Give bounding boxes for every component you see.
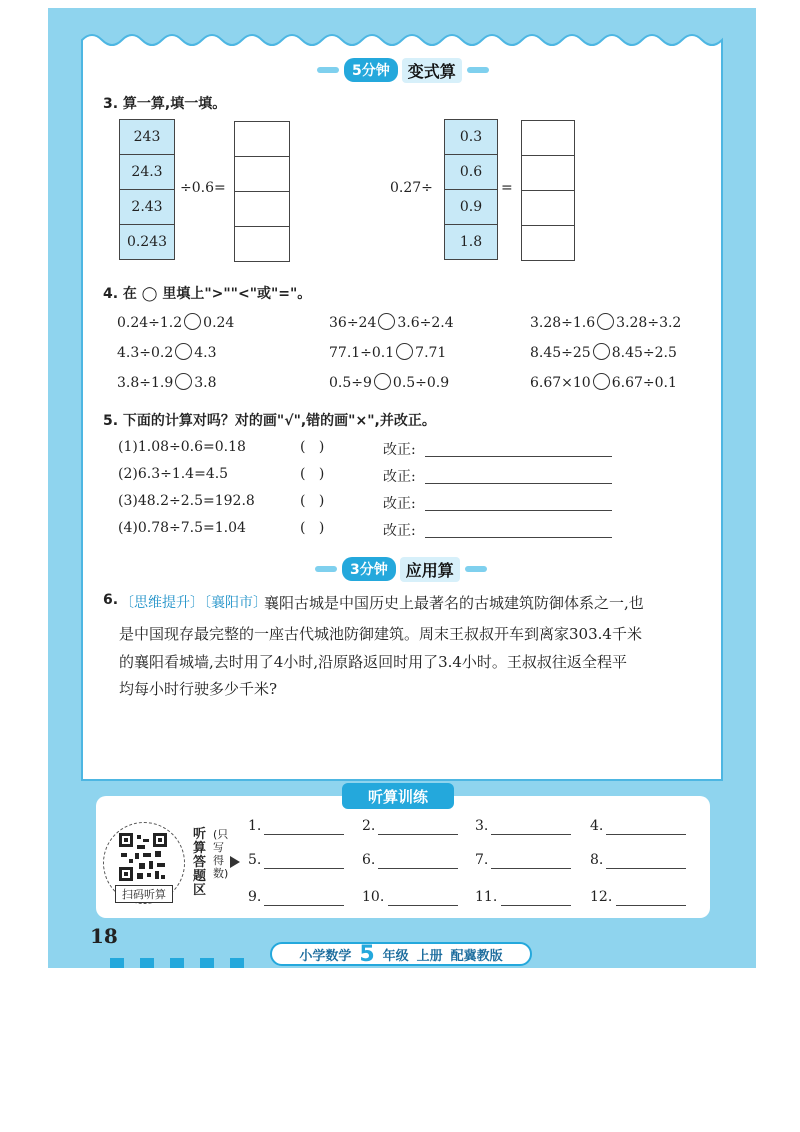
listening-answer-line[interactable]	[378, 868, 458, 869]
q4-right-expression: 3.28÷3.2	[616, 315, 682, 331]
q5-judgement-bracket[interactable]: ( )	[300, 439, 325, 455]
answer-circle[interactable]	[593, 373, 610, 390]
q4-left-expression: 0.24÷1.2	[117, 315, 183, 331]
answer-area-note: (只写得数)	[213, 828, 229, 880]
q3-right-answer-box[interactable]	[521, 225, 575, 261]
answer-circle[interactable]	[597, 313, 614, 330]
q5-item-expression: (3)48.2÷2.5=192.8	[118, 493, 255, 509]
q4-comparison-item	[530, 373, 677, 391]
listening-answer-line[interactable]	[606, 834, 686, 835]
time-badge: 3分钟	[342, 557, 396, 581]
q5-fix-answer-line[interactable]	[425, 456, 612, 457]
qr-code-icon[interactable]	[119, 833, 167, 881]
q4-right-expression: 7.71	[415, 345, 447, 361]
q4-right-expression: 4.3	[194, 345, 217, 361]
listening-item-number: 10.	[362, 889, 385, 905]
question-6-line-4: 均每小时行驶多少千米?	[119, 680, 278, 698]
listening-answer-line[interactable]	[616, 905, 686, 906]
listening-panel	[96, 796, 710, 918]
question-6-tags: 〔思维提升〕〔襄阳市〕	[120, 595, 267, 611]
page-number: 18	[90, 924, 118, 948]
q5-judgement-bracket[interactable]: ( )	[300, 466, 325, 482]
section-title: 应用算	[400, 557, 460, 582]
q5-item-expression: (4)0.78÷7.5=1.04	[118, 520, 246, 536]
listening-item-number: 8.	[590, 852, 604, 868]
q4-right-expression: 3.6÷2.4	[397, 315, 454, 331]
q4-comparison-item	[530, 313, 681, 331]
q3-left-answer-box[interactable]	[234, 191, 290, 227]
q3-right-answer-box[interactable]	[521, 120, 575, 156]
q5-item-expression: (2)6.3÷1.4=4.5	[118, 466, 229, 482]
q4-right-expression: 0.5÷0.9	[392, 375, 450, 391]
q4-left-expression: 3.28÷1.6	[530, 315, 596, 331]
q3-right-value-cell: 0.3	[444, 119, 498, 155]
listening-answer-line[interactable]	[264, 868, 344, 869]
answer-circle[interactable]	[374, 373, 391, 390]
q4-comparison-item	[329, 343, 446, 361]
q4-left-expression: 77.1÷0.1	[329, 345, 395, 361]
q3-right-answer-box[interactable]	[521, 155, 575, 191]
footer-grade: 年级	[382, 948, 409, 964]
q3-right-equals: =	[501, 180, 513, 196]
q4-right-expression: 3.8	[194, 375, 217, 391]
footer-edition: 配冀教版	[450, 948, 503, 964]
q3-left-value-cell: 0.243	[119, 224, 175, 260]
q5-judgement-bracket[interactable]: ( )	[300, 493, 325, 509]
q4-comparison-item	[329, 313, 454, 331]
answer-circle[interactable]	[184, 313, 201, 330]
section-heading-variant	[312, 58, 494, 82]
question-6-line-2: 是中国现存最完整的一座古代城池防御建筑。周末王叔叔开车到离家303.4千米	[119, 625, 642, 643]
q5-fix-answer-line[interactable]	[425, 510, 612, 511]
question-6-line-1: 襄阳古城是中国历史上最著名的古城建筑防御体系之一,也	[264, 594, 644, 612]
listening-answer-line[interactable]	[491, 868, 571, 869]
q3-right-value-cell: 0.9	[444, 189, 498, 225]
q4-right-expression: 8.45÷2.5	[611, 345, 677, 361]
listening-answer-line[interactable]	[264, 834, 344, 835]
answer-circle[interactable]	[175, 373, 192, 390]
q3-left-answer-box[interactable]	[234, 226, 290, 262]
listening-item-number: 3.	[475, 818, 489, 834]
answer-area-label: 听算答题区	[193, 827, 207, 898]
listening-answer-line[interactable]	[264, 905, 344, 906]
listening-item-number: 9.	[248, 889, 262, 905]
footer-grade-number: 5	[359, 941, 375, 967]
q3-left-answer-box[interactable]	[234, 121, 290, 157]
q3-left-value-cell: 243	[119, 119, 175, 155]
footer-stripes	[100, 958, 260, 968]
answer-circle[interactable]	[378, 313, 395, 330]
listening-item-number: 12.	[590, 889, 613, 905]
listening-item-number: 11.	[475, 889, 498, 905]
q3-left-answer-box[interactable]	[234, 156, 290, 192]
q4-left-expression: 4.3÷0.2	[117, 345, 174, 361]
listening-item-number: 1.	[248, 818, 262, 834]
q3-left-operator: ÷0.6=	[180, 180, 226, 196]
q5-fix-label: 改正:	[383, 442, 416, 458]
arrow-right-icon	[230, 856, 240, 868]
q5-fix-answer-line[interactable]	[425, 483, 612, 484]
q3-right-value-cell: 0.6	[444, 154, 498, 190]
listening-item-number: 7.	[475, 852, 489, 868]
question-4-label: 4. 在 ◯ 里填上">""<"或"="。	[103, 286, 312, 302]
q3-right-value-cell: 1.8	[444, 224, 498, 260]
listening-answer-line[interactable]	[378, 834, 458, 835]
q4-left-expression: 3.8÷1.9	[117, 375, 174, 391]
q4-right-expression: 6.67÷0.1	[611, 375, 677, 391]
answer-circle[interactable]	[593, 343, 610, 360]
q3-right-prefix: 0.27÷	[390, 180, 433, 196]
question-6-number: 6.	[103, 592, 119, 608]
answer-circle[interactable]	[396, 343, 413, 360]
listening-answer-line[interactable]	[388, 905, 458, 906]
q5-fix-label: 改正:	[383, 469, 416, 485]
q5-item-expression: (1)1.08÷0.6=0.18	[118, 439, 246, 455]
q5-judgement-bracket[interactable]: ( )	[300, 520, 325, 536]
listening-item-number: 2.	[362, 818, 376, 834]
question-3-label: 3. 算一算,填一填。	[103, 96, 227, 112]
q4-comparison-item	[117, 313, 234, 331]
listening-answer-line[interactable]	[606, 868, 686, 869]
footer-term: 上册	[416, 948, 443, 964]
q4-comparison-item	[117, 343, 217, 361]
listening-item-number: 4.	[590, 818, 604, 834]
listening-item-number: 6.	[362, 852, 376, 868]
question-6-line-3: 的襄阳看城墙,去时用了4小时,沿原路返回时用了3.4小时。王叔叔往返全程平	[119, 653, 627, 671]
section-heading-application	[310, 557, 492, 581]
section-title: 变式算	[402, 58, 462, 83]
q3-right-answer-box[interactable]	[521, 190, 575, 226]
q4-left-expression: 0.5÷9	[329, 375, 372, 391]
q5-fix-label: 改正:	[383, 496, 416, 512]
listening-item-number: 5.	[248, 852, 262, 868]
q5-fix-label: 改正:	[383, 523, 416, 539]
question-5-label: 5. 下面的计算对吗？对的画"√",错的画"×",并改正。	[103, 413, 436, 429]
q4-left-expression: 6.67×10	[530, 375, 591, 391]
q3-left-value-cell: 24.3	[119, 154, 175, 190]
q4-right-expression: 0.24	[203, 315, 235, 331]
q4-left-expression: 36÷24	[329, 315, 377, 331]
qr-caption: 扫码听算	[115, 885, 173, 903]
q4-comparison-item	[329, 373, 449, 391]
listening-answer-line[interactable]	[491, 834, 571, 835]
q4-comparison-item	[117, 373, 217, 391]
time-badge: 5分钟	[344, 58, 398, 82]
q3-left-value-cell: 2.43	[119, 189, 175, 225]
q4-left-expression: 8.45÷25	[530, 345, 591, 361]
q5-fix-answer-line[interactable]	[425, 537, 612, 538]
listening-title: 听算训练	[342, 783, 454, 809]
q4-comparison-item	[530, 343, 677, 361]
footer-book-info	[270, 942, 532, 966]
footer-subject: 小学数学	[299, 948, 352, 964]
answer-circle[interactable]	[175, 343, 192, 360]
listening-answer-line[interactable]	[501, 905, 571, 906]
